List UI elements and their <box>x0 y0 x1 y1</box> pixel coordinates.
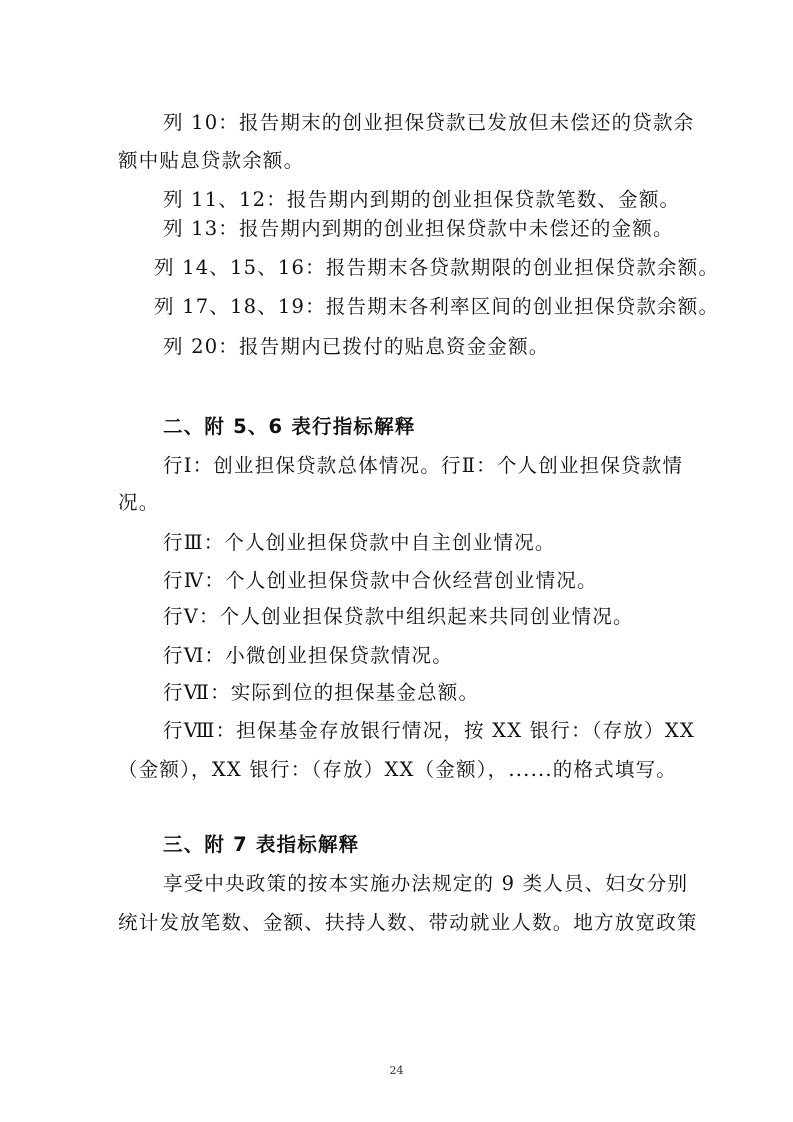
row8-definition-line1: 行Ⅷ：担保基金存放银行情况，按 XX 银行：（存放）XX <box>163 719 695 742</box>
col14-16-definition: 列 14、15、16：报告期末各贷款期限的创业担保贷款余额。 <box>154 256 720 279</box>
col20-definition: 列 20：报告期内已拨付的贴息资金金额。 <box>163 335 550 358</box>
col10-definition-line2: 额中贴息贷款余额。 <box>118 149 305 172</box>
row6-definition: 行Ⅵ：小微创业担保贷款情况。 <box>163 644 453 667</box>
row7-definition: 行Ⅶ：实际到位的担保基金总额。 <box>163 681 480 704</box>
section3-paragraph-line1: 享受中央政策的按本实施办法规定的 9 类人员、妇女分别 <box>163 872 689 895</box>
row1-2-definition-line2: 况。 <box>118 491 160 514</box>
section3-paragraph-line2: 统计发放笔数、金额、扶持人数、带动就业人数。地方放宽政策 <box>118 911 698 934</box>
row1-2-definition-line1: 行Ⅰ：创业担保贷款总体情况。行Ⅱ：个人创业担保贷款情 <box>163 454 684 477</box>
col13-definition: 列 13：报告期内到期的创业担保贷款中未偿还的金额。 <box>163 217 674 240</box>
section3-heading: 三、附 7 表指标解释 <box>163 833 360 856</box>
row4-definition: 行Ⅳ：个人创业担保贷款中合伙经营创业情况。 <box>163 569 598 592</box>
page-number: 24 <box>389 1064 404 1077</box>
col11-12-definition: 列 11、12：报告期内到期的创业担保贷款笔数、金额。 <box>163 188 681 211</box>
row8-definition-line2: （金额），XX 银行：（存放）XX（金额），......的格式填写。 <box>118 758 677 781</box>
row3-definition: 行Ⅲ：个人创业担保贷款中自主创业情况。 <box>163 531 556 554</box>
section2-heading: 二、附 5、6 表行指标解释 <box>163 415 416 438</box>
col17-19-definition: 列 17、18、19：报告期末各利率区间的创业担保贷款余额。 <box>154 295 720 318</box>
row5-definition: 行Ⅴ：个人创业担保贷款中组织起来共同创业情况。 <box>163 605 634 628</box>
col10-definition-line1: 列 10：报告期末的创业担保贷款已发放但未偿还的贷款余 <box>163 111 695 134</box>
